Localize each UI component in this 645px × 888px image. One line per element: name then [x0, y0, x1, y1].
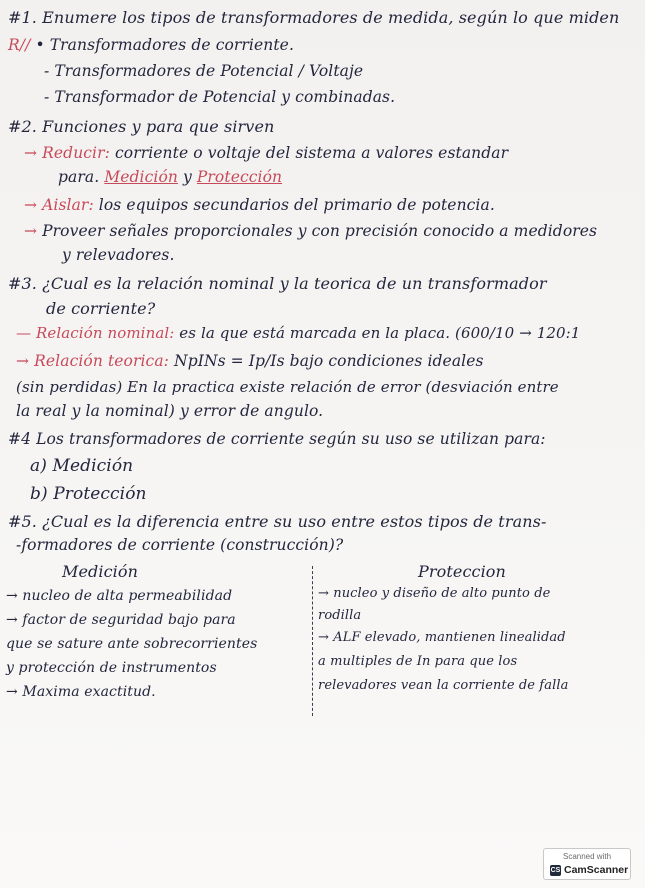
camscanner-name: CamScanner — [564, 864, 629, 876]
q5-heading-line-2: -formadores de corriente (construcción)? — [16, 536, 344, 554]
q3-line-2 — [16, 352, 484, 370]
q2-line-3 — [24, 196, 495, 214]
q4-option-b: b) Protección — [30, 484, 147, 504]
term-label: Reducir: — [42, 144, 110, 162]
medicion-line: → nucleo de alta permeabilidad — [6, 588, 233, 604]
answer-marker: R// — [8, 36, 31, 54]
proteccion-line: → nucleo y diseño de alto punto de — [318, 586, 551, 601]
q4-option-a: a) Medición — [30, 456, 134, 476]
medicion-line: y protección de instrumentos — [6, 660, 217, 676]
q2-line-5: y relevadores. — [62, 246, 175, 264]
definition-text: corriente o voltaje del sistema a valores estandar — [114, 144, 509, 162]
camscanner-icon: CS — [550, 866, 561, 874]
definition-text: NpINs = Ip/Is bajo condiciones ideales — [174, 352, 484, 370]
column-title-medicion: Medición — [62, 562, 139, 581]
q3-line-1 — [16, 324, 580, 342]
q2-line-1 — [24, 144, 508, 162]
proteccion-line: → ALF elevado, mantienen linealidad — [318, 630, 566, 645]
q5-heading-line-1: #5. ¿Cual es la diferencia entre su uso entre estos tipos de trans- — [8, 512, 547, 531]
badge-caption: Scanned with — [562, 852, 612, 861]
q2-line-2 — [58, 168, 282, 186]
proteccion-line: a multiples de In para que los — [318, 654, 518, 669]
q1-answer-line-3: - Transformador de Potencial y combinadas. — [44, 88, 396, 106]
answer-text: • Transformadores de corriente. — [35, 36, 294, 54]
line-text: y — [183, 168, 192, 186]
q4-heading: #4 Los transformadores de corriente según su uso se utilizan para: — [8, 430, 546, 448]
q2-heading: #2. Funciones y para que sirven — [8, 117, 275, 136]
arrow-icon: → — [24, 144, 38, 162]
arrow-icon: → — [24, 222, 38, 240]
q1-answer-line-1 — [8, 36, 294, 54]
definition-text: es la que está marcada en la placa. (600/10 → 120:1 — [179, 324, 581, 342]
medicion-line: → Maxima exactitud. — [6, 684, 156, 700]
medicion-line: → factor de seguridad bajo para — [6, 612, 236, 628]
camscanner-badge — [543, 848, 631, 880]
column-title-proteccion: Proteccion — [418, 562, 506, 581]
q1-answer-line-2: - Transformadores de Potencial / Voltaje — [44, 62, 364, 80]
q3-heading-line-1: #3. ¿Cual es la relación nominal y la teorica de un transformador — [8, 274, 547, 293]
proteccion-line: relevadores vean la corriente de falla — [318, 678, 569, 693]
term-label: Aislar: — [42, 196, 94, 214]
line-text: para. — [58, 168, 100, 186]
medicion-line: que se sature ante sobrecorrientes — [6, 636, 258, 652]
proteccion-line: rodilla — [318, 608, 362, 623]
definition-text: los equipos secundarios del primario de potencia. — [98, 196, 495, 214]
q3-line-3: (sin perdidas) En la practica existe relación de error (desviación entre — [16, 378, 559, 396]
term-label: Relación nominal: — [35, 324, 175, 342]
q3-line-4: la real y la nominal) y error de angulo. — [16, 402, 324, 420]
q3-heading-line-2: de corriente? — [46, 299, 156, 318]
underlined-term: Medición — [104, 168, 178, 186]
arrow-icon: → — [24, 196, 38, 214]
arrow-icon: → — [16, 352, 30, 370]
term-label: Relación teorica: — [34, 352, 169, 370]
dash-icon: — — [16, 324, 32, 342]
column-divider — [312, 566, 313, 716]
definition-text: Proveer señales proporcionales y con precisión conocido a medidores — [42, 222, 598, 240]
q2-line-4 — [24, 222, 597, 240]
q1-heading: #1. Enumere los tipos de transformadores de medida, según lo que miden — [8, 8, 620, 27]
underlined-term: Protección — [196, 168, 283, 186]
